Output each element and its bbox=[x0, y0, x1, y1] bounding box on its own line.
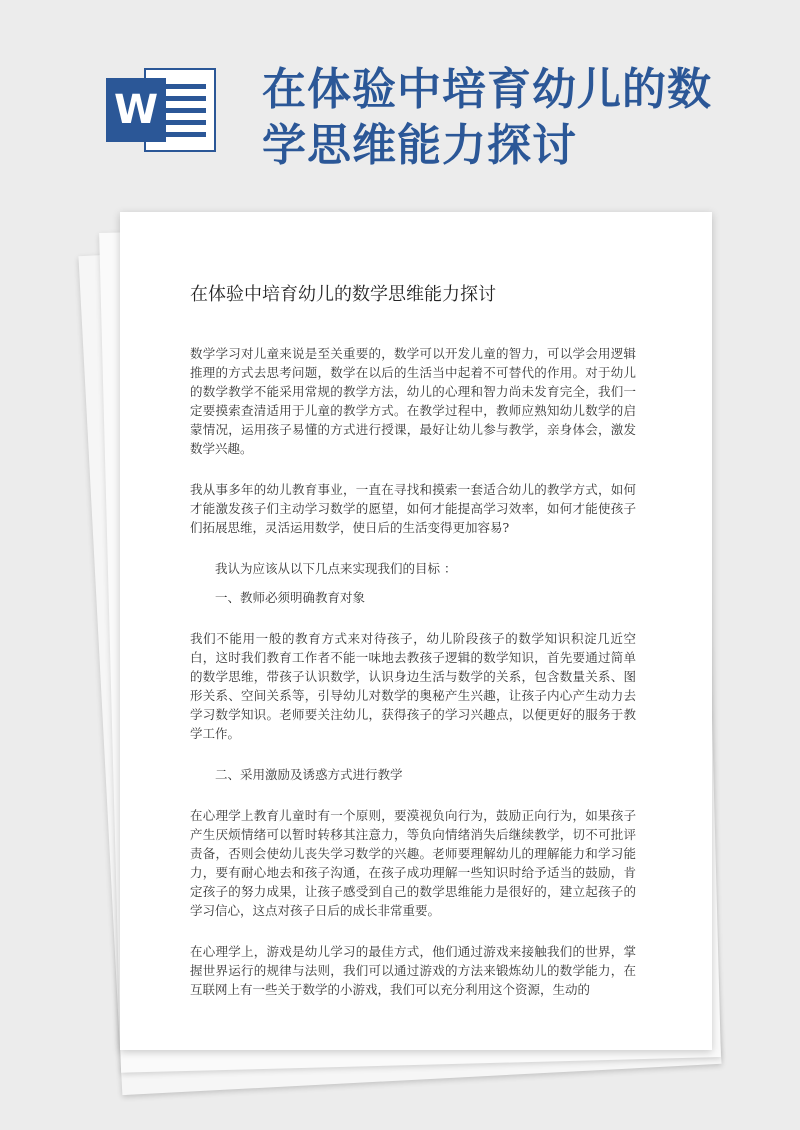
header-banner bbox=[0, 0, 800, 200]
section-heading: 二、采用激励及诱惑方式进行教学 bbox=[215, 767, 403, 782]
document-page bbox=[120, 212, 712, 1050]
article-body bbox=[190, 344, 636, 1021]
page-title: 在体验中培育幼儿的数学思维能力探讨 bbox=[262, 64, 712, 171]
paragraph: 我从事多年的幼儿教育事业，一直在寻找和摸索一套适合幼儿的教学方式，如何才能激发孩子们主动学习数学的愿望，如何才能提高学习效率，如何才能使孩子们拓展思维，灵活运用数学，使日后的生活变得更加容易? bbox=[190, 482, 636, 535]
word-logo-letter: W bbox=[106, 78, 166, 142]
paragraph: 数学学习对儿童来说是至关重要的，数学可以开发儿童的智力，可以学会用逻辑推理的方式去思考问题，数学在以后的生活当中起着不可替代的作用。对于幼儿的数学教学不能采用常规的教学方法，幼儿的心理和智力尚未发育完全，我们一定要摸索查清适用于儿童的教学方式。在教学过程中，教师应熟知幼儿数学的启蒙情况，运用孩子易懂的方式进行授课，最好让幼儿参与教学，亲身体会，激发数学兴趣。 bbox=[190, 346, 636, 456]
paragraph: 我们不能用一般的教育方式来对待孩子，幼儿阶段孩子的数学知识积淀几近空白，这时我们教育工作者不能一味地去教孩子逻辑的数学知识，首先要通过简单的数学思维，带孩子认识数学，认识身边生活与数学的关系，包含数量关系、图形关系、空间关系等，引导幼儿对数学的奥秘产生兴趣，让孩子内心产生动力去学习数学知识。老师要关注幼儿，获得孩子的学习兴趣点，以便更好的服务于教学工作。 bbox=[190, 631, 636, 741]
section-heading: 一、教师必须明确教育对象 bbox=[215, 590, 366, 605]
article-title: 在体验中培育幼儿的数学思维能力探讨 bbox=[190, 284, 496, 305]
paragraph: 在心理学上，游戏是幼儿学习的最佳方式，他们通过游戏来接触我们的世界，掌握世界运行的规律与法则，我们可以通过游戏的方法来锻炼幼儿的数学能力，在互联网上有一些关于数学的小游戏，我们可以充分利用这个资源，生动的 bbox=[190, 944, 636, 997]
paragraph-intro: 我认为应该从以下几点来实现我们的目标 ： bbox=[215, 561, 457, 576]
paragraph: 在心理学上教育儿童时有一个原则，要漠视负向行为，鼓励正向行为，如果孩子产生厌烦情绪可以暂时转移其注意力，等负向情绪消失后继续教学，切不可批评责备，否则会使幼儿丧失学习数学的兴趣。老师要理解幼儿的理解能力和学习能力，要有耐心地去和孩子沟通，在孩子成功理解一些知识时给予适当的鼓励，肯定孩子的努力成果，让孩子感受到自己的数学思维能力是很好的，建立起孩子的学习信心，这点对孩子日后的成长非常重要。 bbox=[190, 808, 636, 918]
word-document-icon bbox=[106, 64, 218, 158]
